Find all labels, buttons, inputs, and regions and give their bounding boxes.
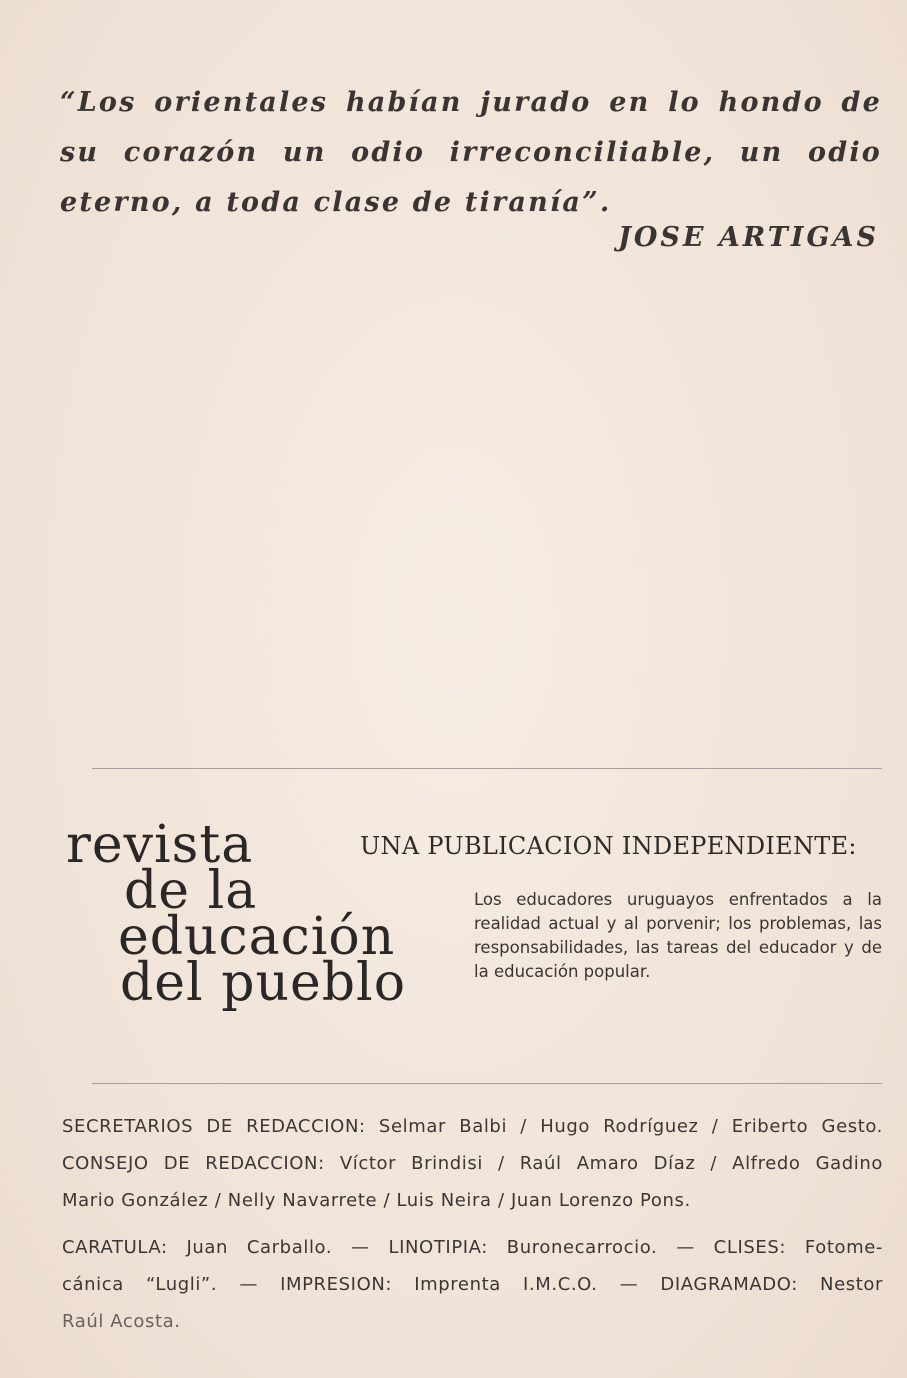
epigraph-quote: “Los orientales habían jurado en lo hondo de su corazón un odio irreconciliable, un odio eterno, a toda clase de tiranía”. [60,87,882,218]
divider-bottom [92,1083,882,1084]
credits-block [62,1108,883,1340]
credits-produccion-line-2: cánica “Lugli”. — IMPRESION: Imprenta I.M.C.O. — DIAGRAMADO: Nestor [62,1274,883,1295]
publication-description: Los educadores uruguayos enfrentados a la realidad actual y al porvenir; los problemas, las responsabilidades, las tareas del educador y de la educación popular. [474,890,882,981]
credits-consejo-line-1: CONSEJO DE REDACCION: Víctor Brindisi / Raúl Amaro Díaz / Alfredo Gadino [62,1153,883,1174]
divider-top [92,768,882,769]
epigraph-author: JOSE ARTIGAS [618,222,879,253]
credits-secretarios: SECRETARIOS DE REDACCION: Selmar Balbi / Hugo Rodríguez / Eriberto Gesto. [62,1116,883,1137]
publication-heading: UNA PUBLICACION INDEPENDIENTE: [360,832,857,860]
masthead-line-2: de la [124,861,258,921]
credits-produccion-line-3: Raúl Acosta. [62,1311,181,1332]
credits-consejo-line-2: Mario González / Nelly Navarrete / Luis Neira / Juan Lorenzo Pons. [62,1190,691,1211]
masthead-line-3: educación [118,907,396,967]
masthead-line-1: revista [66,815,254,875]
credits-produccion-line-1: CARATULA: Juan Carballo. — LINOTIPIA: Buronecarrocio. — CLISES: Fotome- [62,1237,883,1258]
masthead-line-4: del pueblo [120,953,406,1013]
